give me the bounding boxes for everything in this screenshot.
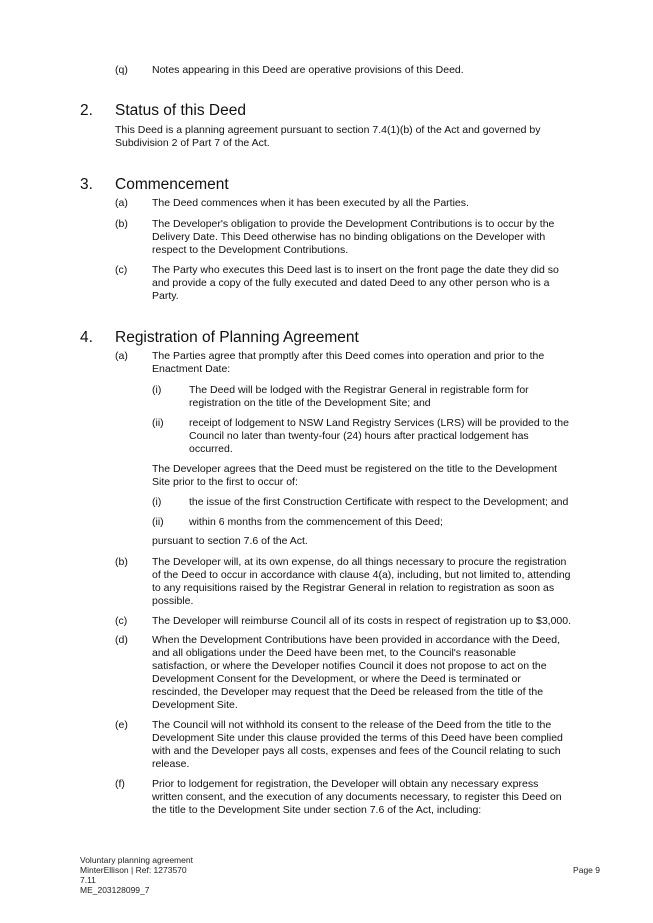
- subitem-label: (i): [152, 384, 162, 396]
- paragraph-line: and provide a copy of the fully executed and dated Deed to any other person who is a: [152, 277, 550, 289]
- section-number: 2.: [80, 102, 93, 119]
- subitem-label: (ii): [152, 516, 164, 528]
- paragraph-line: within 6 months from the commencement of this Deed;: [189, 516, 443, 528]
- paragraph-line: of the Deed to occur in accordance with clause 4(a), including, but not limited to, attending: [152, 569, 571, 581]
- paragraph-line: satisfaction, or where the Developer notifies Council it does not propose to act on the: [152, 660, 547, 672]
- footer-version: 7.11: [80, 875, 96, 885]
- paragraph-line: The Parties agree that promptly after this Deed comes into operation and prior to the: [152, 350, 545, 362]
- paragraph-line: The Developer will reimburse Council all of its costs in respect of registration up to $3,000.: [152, 615, 572, 627]
- section-number: 3.: [80, 176, 93, 193]
- paragraph-line: Party.: [152, 290, 179, 302]
- paragraph-line: Council no later than twenty-four (24) hours after practical lodgement has: [189, 430, 529, 442]
- item-label: (c): [115, 264, 128, 276]
- paragraph-line: release.: [152, 758, 190, 770]
- paragraph-line: The Developer's obligation to provide the Development Contributions is to occur by the: [152, 218, 555, 230]
- paragraph-line: The Developer will, at its own expense, do all things necessary to procure the registration: [152, 556, 567, 568]
- paragraph-line: respect to the Development Contributions.: [152, 244, 349, 256]
- paragraph-line: receipt of lodgement to NSW Land Registry Services (LRS) will be provided to the: [189, 417, 569, 429]
- item-label: (q): [115, 64, 128, 76]
- item-text: Notes appearing in this Deed are operative provisions of this Deed.: [152, 64, 464, 76]
- paragraph-line: The Deed commences when it has been executed by all the Parties.: [152, 197, 469, 209]
- item-label: (d): [115, 634, 128, 646]
- item-label: (c): [115, 615, 128, 627]
- paragraph-line: Development Site under this clause provided the terms of this Deed have been complied: [152, 732, 563, 744]
- section-heading: Status of this Deed: [115, 102, 246, 119]
- section-number: 4.: [80, 329, 93, 346]
- item-label: (e): [115, 719, 128, 731]
- paragraph-line: This Deed is a planning agreement pursuant to section 7.4(1)(b) of the Act and governed by: [115, 124, 541, 136]
- paragraph-line: with and the Developer pays all costs, expenses and fees of the Council relating to such: [152, 745, 561, 757]
- paragraph-line: The Party who executes this Deed last is to insert on the front page the date they did so: [152, 264, 559, 276]
- paragraph-line: and all obligations under the Deed have been met, to the Council's reasonable: [152, 647, 516, 659]
- paragraph-line: the title to the Development Site under section 7.6 of the Act, including:: [152, 804, 482, 816]
- subitem-label: (ii): [152, 417, 164, 429]
- paragraph-line: Development Site.: [152, 699, 238, 711]
- paragraph-line: Development Consent for the Development, or where the Deed is terminated or: [152, 673, 521, 685]
- item-label: (a): [115, 197, 128, 209]
- footer-doc-id: ME_203128099_7: [80, 885, 150, 895]
- page-number: Page 9: [573, 865, 600, 875]
- subitem-label: (i): [152, 496, 162, 508]
- paragraph-line: Subdivision 2 of Part 7 of the Act.: [115, 137, 270, 149]
- paragraph-line: written consent, and the execution of any documents necessary, to register this Deed on: [152, 791, 562, 803]
- paragraph-line: possible.: [152, 595, 194, 607]
- footer-doc-title: Voluntary planning agreement: [80, 855, 193, 865]
- paragraph-line: the issue of the first Construction Certificate with respect to the Development; and: [189, 496, 569, 508]
- item-label: (b): [115, 556, 128, 568]
- paragraph-line: The Developer agrees that the Deed must be registered on the title to the Development: [152, 463, 558, 475]
- section-heading: Commencement: [115, 176, 229, 193]
- paragraph-line: occurred.: [189, 443, 233, 455]
- paragraph-line: When the Development Contributions have been provided in accordance with the Deed,: [152, 634, 560, 646]
- item-label: (f): [115, 778, 125, 790]
- item-label: (b): [115, 218, 128, 230]
- paragraph-line: The Council will not withhold its consent to the release of the Deed from the title to the: [152, 719, 552, 731]
- paragraph-line: to any requisitions raised by the Registrar General in relation to registration as soon as: [152, 582, 555, 594]
- footer-ref: MinterEllison | Ref: 1273570: [80, 865, 187, 875]
- paragraph-line: registration on the title of the Development Site; and: [189, 397, 431, 409]
- paragraph-line: pursuant to section 7.6 of the Act.: [152, 535, 308, 547]
- paragraph-line: Delivery Date. This Deed otherwise has no binding obligations on the Developer with: [152, 231, 546, 243]
- paragraph-line: Prior to lodgement for registration, the Developer will obtain any necessary express: [152, 778, 539, 790]
- paragraph-line: Enactment Date:: [152, 363, 231, 375]
- paragraph-line: Site prior to the first to occur of:: [152, 476, 298, 488]
- section-heading: Registration of Planning Agreement: [115, 329, 359, 346]
- paragraph-line: The Deed will be lodged with the Registrar General in registrable form for: [189, 384, 529, 396]
- item-label: (a): [115, 350, 128, 362]
- paragraph-line: rescinded, the Developer may request that the Deed be released from the title of the: [152, 686, 544, 698]
